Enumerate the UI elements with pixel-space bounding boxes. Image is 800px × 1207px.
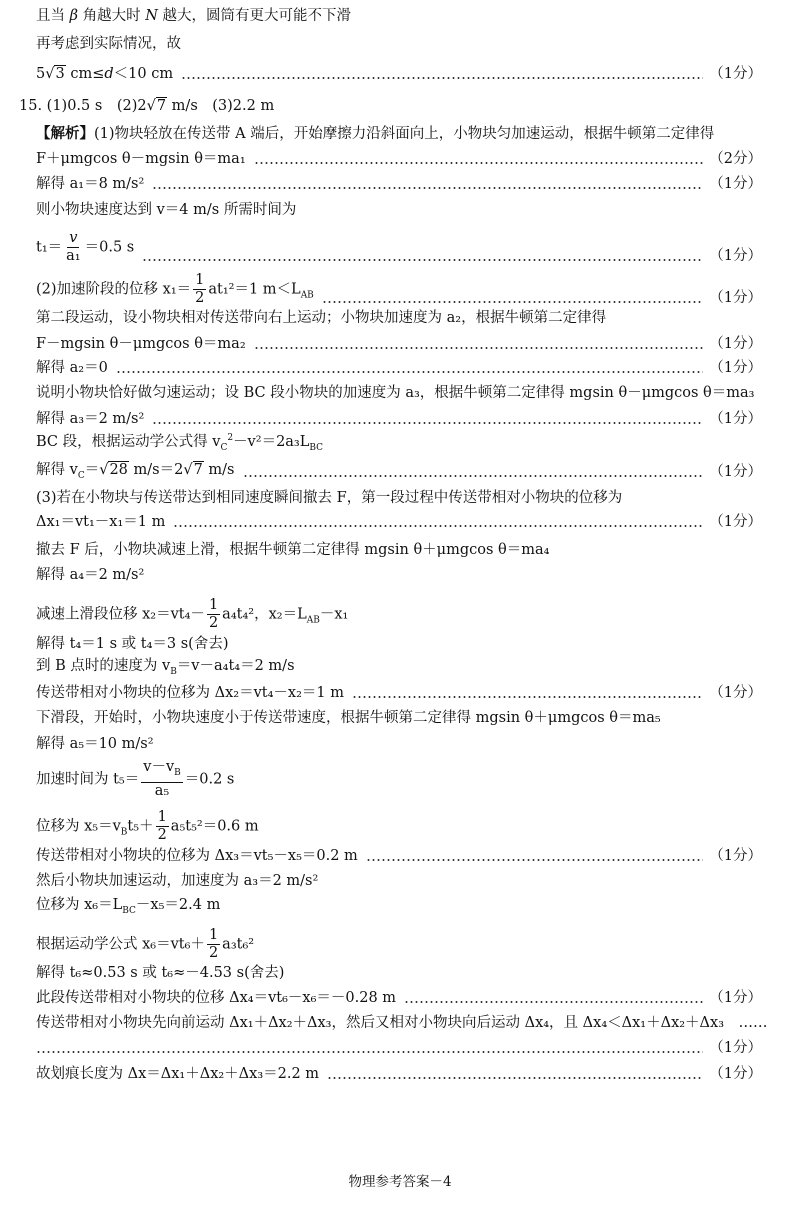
eq-4: t₁＝ $\frac{v}{\text{a₁}}$ ＝0.5 s （1分） <box>36 230 762 264</box>
line-jiexi: 【解析】(1)物块轻放在传送带 A 端后，开始摩擦力沿斜面向上，小物块匀加速运动，根据牛顿第二定律得 <box>36 125 715 142</box>
fraction: $\frac{v-v_B}{\text{a₅}}$ <box>143 759 181 799</box>
leader-dots <box>181 77 703 79</box>
eq-20: 传送带相对小物块的位移为 Δx₂＝vt₄－x₂＝1 m （1分） <box>36 680 762 702</box>
score: （1分） <box>709 336 762 352</box>
fraction: $\frac{1}{2}$ <box>208 597 219 631</box>
eq-31: 传送带相对小物块先向前运动 Δx₁＋Δx₂＋Δx₃，然后又相对小物块向后运动 Δx₄，且 Δx₄＜Δx₁＋Δx₂＋Δx₃ …… <box>36 1015 768 1031</box>
eq-13: (3)若在小物块与传送带达到相同速度瞬间撤去 F，第一段过程中传送带相对小物块的位移为 <box>36 490 623 506</box>
eq-22: 解得 a₅＝10 m/s² <box>36 736 154 752</box>
score: （1分） <box>709 66 762 82</box>
fraction: $\frac{1}{2}$ <box>195 272 205 306</box>
jiexi-tag: 【解析】 <box>36 125 94 142</box>
eq-11: BC 段，根据运动学公式得 $v_C^2-v^2=2a_3L_{BC}$ <box>36 433 324 453</box>
eq-6: 第二段运动，设小物块相对传送带向右上运动；小物块加速度为 a₂，根据牛顿第二定律得 <box>36 310 607 326</box>
eq-24: 位移为 $x_5=v_Bt_5+$ $\frac{1}{2}$ a₅t₅²＝0.6 m <box>36 809 259 843</box>
eq-21: 下滑段，开始时，小物块速度小于传送带速度，根据牛顿第二定律得 mgsin θ＋μmgcos θ＝ma₅ <box>36 710 661 726</box>
score: （1分） <box>709 290 762 306</box>
fraction: $\frac{v}{\text{a₁}}$ <box>66 230 81 264</box>
line-conclusion-beta: 且当 β 角越大时 N 越大，圆筒有更大可能不下滑 <box>36 8 352 24</box>
eq-8: 解得 a₂＝0 （1分） <box>36 355 762 377</box>
eq-18: 解得 t₄＝1 s 或 t₄＝3 s(舍去) <box>36 636 229 652</box>
eq-17: 减速上滑段位移 x₂＝vt₄－ $\frac{1}{2}$ a₄t₄²，$x_2=L_{AB}-x_1$ <box>36 597 349 631</box>
eq-28: 根据运动学公式 x₆＝vt₆＋ $\frac{1}{2}$ a₃t₆² <box>36 927 255 961</box>
score: （1分） <box>709 848 762 864</box>
eq-33: 故划痕长度为 Δx＝Δx₁＋Δx₂＋Δx₃＝2.2 m （1分） <box>36 1061 762 1083</box>
score: （1分） <box>709 514 762 530</box>
fraction: $\frac{1}{2}$ <box>208 927 219 961</box>
page-footer: 物理参考答案－4 <box>348 1174 452 1190</box>
eq-14: Δx₁＝vt₁－x₁＝1 m （1分） <box>36 509 762 531</box>
eq-12: 解得 $v_C=√28$ m/s＝2√7 m/s （1分） <box>36 459 762 481</box>
eq-10: 解得 a₃＝2 m/s² （1分） <box>36 406 762 428</box>
eq-19: 到 B 点时的速度为 $v_B=v-a_4t_4=2$ m/s <box>36 658 295 677</box>
score: （1分） <box>709 464 762 480</box>
eq-30: 此段传送带相对小物块的位移 Δx₄＝vt₆－x₆＝－0.28 m （1分） <box>36 985 762 1007</box>
eq-15: 撤去 F 后，小物块减速上滑，根据牛顿第二定律得 mgsin θ＋μmgcos θ＝ma₄ <box>36 542 550 558</box>
eq-25: 传送带相对小物块的位移为 Δx₃＝vt₅－x₅＝0.2 m （1分） <box>36 843 762 865</box>
score: （1分） <box>709 248 762 264</box>
score: （1分） <box>709 411 762 427</box>
q15-answers: 15. (1)0.5 s (2)2√7 m/s (3)2.2 m <box>19 98 275 114</box>
eq-32-score-line <box>36 1035 762 1057</box>
eq-26: 然后小物块加速运动，加速度为 a₃＝2 m/s² <box>36 873 319 889</box>
score: （1分） <box>709 685 762 701</box>
score: （1分） <box>709 176 762 192</box>
line-practical: 再考虑到实际情况，故 <box>36 36 181 52</box>
eq-3: 则小物块速度达到 v＝4 m/s 所需时间为 <box>36 202 297 218</box>
score: （1分） <box>709 1066 762 1082</box>
score: （1分） <box>709 360 762 376</box>
eq-5: (2)加速阶段的位移 x₁＝ $\frac{1}{2}$ at₁²＝1 $m<L_{AB}$ （1分） <box>36 272 762 306</box>
eq-27: 位移为 $x_6=L_{BC}-x_5=2.4$ m <box>36 897 221 916</box>
eq-9: 说明小物块恰好做匀速运动；设 BC 段小物块的加速度为 a₃，根据牛顿第二定律得 mgsin θ－μmgcos θ＝ma₃ <box>36 385 755 401</box>
line-d-range: 5√3 cm≤d＜10 cm （1分） <box>36 61 762 83</box>
eq-23: 加速时间为 t₅＝ $\frac{v-v_B}{\text{a₅}}$ ＝0.2 s <box>36 759 235 799</box>
eq-1: F＋μmgcos θ－mgsin θ＝ma₁ （2分） <box>36 146 762 168</box>
fraction: $\frac{1}{2}$ <box>157 809 167 843</box>
eq-16: 解得 a₄＝2 m/s² <box>36 567 145 583</box>
score: （1分） <box>709 1040 762 1056</box>
eq-7: F－mgsin θ－μmgcos θ＝ma₂ （1分） <box>36 331 762 353</box>
score: （2分） <box>709 151 762 167</box>
eq-29: 解得 t₆≈0.53 s 或 t₆≈－4.53 s(舍去) <box>36 965 285 981</box>
eq-2: 解得 a₁＝8 m/s² （1分） <box>36 171 762 193</box>
score: （1分） <box>709 990 762 1006</box>
